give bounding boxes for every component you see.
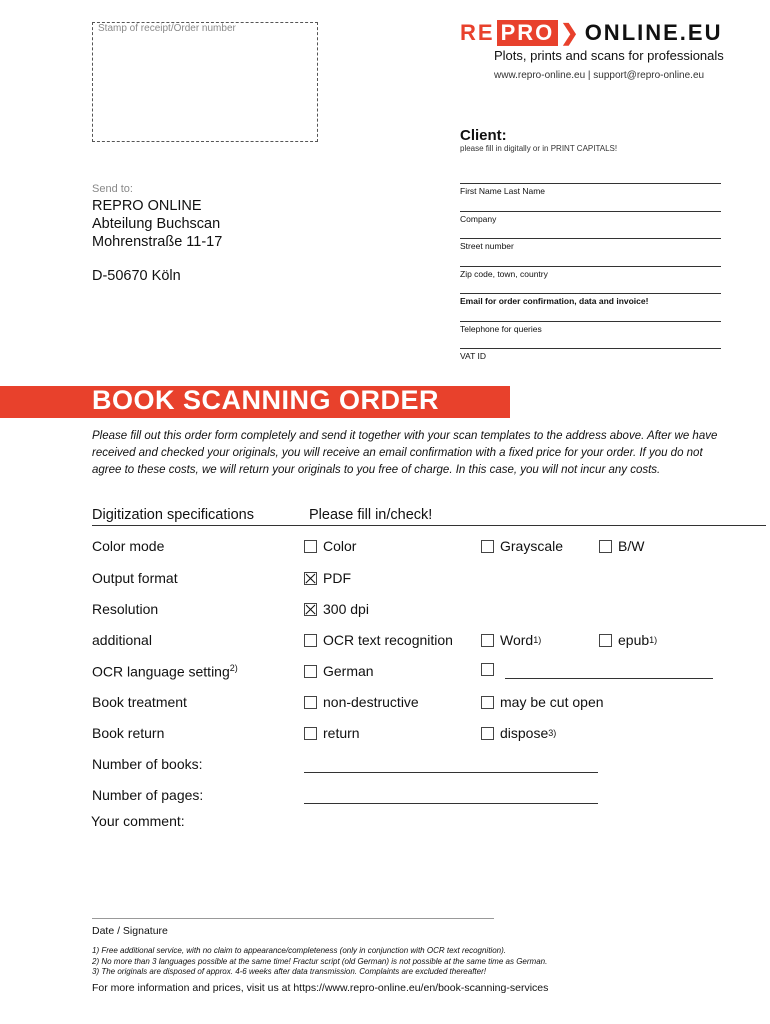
non-destructive-option-label: non-destructive (323, 694, 419, 710)
epub-option[interactable] (599, 632, 657, 648)
footnote-2: 2) No more than 3 languages possible at the same time! Fractur script (old German) is not possible at the same time as German. (92, 956, 548, 966)
footnote-ref-2: 2) (229, 663, 238, 673)
cut-open-option-label: may be cut open (500, 694, 604, 710)
color-option[interactable] (304, 538, 356, 554)
output-format-label: Output format (92, 570, 178, 586)
book-return-label: Book return (92, 725, 165, 741)
field-street[interactable]: Street number (460, 238, 721, 251)
send-to-label: Send to: (92, 183, 133, 195)
field-name[interactable]: First Name Last Name (460, 183, 721, 196)
client-title: Client: (460, 127, 507, 144)
address-line-3: Mohrenstraße 11-17 (92, 234, 223, 250)
ocr-language-label (92, 663, 238, 680)
epub-option-label: epub (618, 632, 650, 648)
return-checkbox[interactable] (304, 727, 317, 740)
book-treatment-label: Book treatment (92, 694, 187, 710)
company-logo (460, 18, 722, 48)
resolution-label: Resolution (92, 601, 159, 617)
color-mode-label: Color mode (92, 538, 165, 554)
cut-open-checkbox[interactable] (481, 696, 494, 709)
german-option[interactable] (304, 663, 374, 679)
epub-checkbox[interactable] (599, 634, 612, 647)
bw-option-label: B/W (618, 538, 645, 554)
spec-header-right: Please fill in/check! (309, 507, 433, 523)
logo-pro: PRO (497, 20, 559, 46)
cut-open-option[interactable] (481, 694, 604, 710)
tagline: Plots, prints and scans for professionals (494, 48, 724, 63)
field-telephone[interactable]: Telephone for queries (460, 321, 721, 334)
color-checkbox[interactable] (304, 540, 317, 553)
num-books-input[interactable] (304, 758, 598, 773)
page-title: BOOK SCANNING ORDER (92, 385, 440, 415)
signature-line[interactable] (92, 918, 494, 919)
field-vat-id[interactable]: VAT ID (460, 348, 721, 361)
client-hint: please fill in digitally or in PRINT CAPITALS! (460, 144, 618, 153)
field-zip-town[interactable]: Zip code, town, country (460, 266, 721, 279)
address-line-1: REPRO ONLINE (92, 198, 202, 214)
footnote-ref-3: 3) (548, 728, 557, 738)
logo-re: RE (460, 20, 495, 45)
word-option[interactable] (481, 632, 541, 648)
grayscale-option-label: Grayscale (500, 538, 564, 554)
other-language-input[interactable] (505, 664, 713, 679)
german-checkbox[interactable] (304, 665, 317, 678)
num-pages-input[interactable] (304, 789, 598, 804)
return-option-label: return (323, 725, 360, 741)
word-checkbox[interactable] (481, 634, 494, 647)
stamp-label: Stamp of receipt/Order number (98, 23, 236, 34)
ocr-option[interactable] (304, 632, 453, 648)
footnote-3: 3) The originals are disposed of approx. 4-6 weeks after data transmission. Complaints are excluded thereafter! (92, 967, 486, 976)
ocr-checkbox[interactable] (304, 634, 317, 647)
color-option-label: Color (323, 538, 357, 554)
dpi-checkbox[interactable] (304, 603, 317, 616)
address-line-2: Abteilung Buchscan (92, 216, 221, 232)
footnote-ref-1b: 1) (649, 635, 658, 645)
chevron-right-icon: ❯ (560, 20, 581, 45)
num-pages-label: Number of pages: (92, 787, 204, 803)
dpi-option[interactable] (304, 601, 369, 617)
stamp-box[interactable] (92, 22, 318, 142)
contact-info: www.repro-online.eu | support@repro-online.eu (494, 70, 705, 81)
non-destructive-checkbox[interactable] (304, 696, 317, 709)
pdf-option[interactable] (304, 570, 351, 586)
signature-label: Date / Signature (92, 925, 168, 937)
dispose-checkbox[interactable] (481, 727, 494, 740)
ocr-language-label-text: OCR language setting (92, 663, 230, 680)
bw-checkbox[interactable] (599, 540, 612, 553)
word-option-label: Word (500, 632, 534, 648)
grayscale-option[interactable] (481, 538, 563, 554)
dpi-option-label: 300 dpi (323, 601, 369, 617)
header-divider (92, 525, 766, 526)
comment-label: Your comment: (91, 813, 185, 829)
dispose-option[interactable] (481, 725, 556, 741)
grayscale-checkbox[interactable] (481, 540, 494, 553)
logo-online: ONLINE.EU (584, 20, 723, 45)
pdf-checkbox[interactable] (304, 572, 317, 585)
footnotes (92, 946, 547, 978)
dispose-option-label: dispose (500, 725, 549, 741)
pdf-option-label: PDF (323, 570, 351, 586)
num-books-label: Number of books: (92, 756, 203, 772)
additional-label: additional (92, 632, 152, 648)
spec-header-left: Digitization specifications (92, 507, 254, 523)
field-email[interactable]: Email for order confirmation, data and invoice! (460, 293, 721, 306)
intro-text: Please fill out this order form completely and send it together with your scan templates to the address above. After we have received and checked your originals, you will receive an email confirmation with a fixed price for your order. If you do not agree to these costs, we will return your originals to you free of charge. In this case, you will not incur any costs. (92, 430, 718, 477)
footer-text: For more information and prices, visit us at https://www.repro-online.eu/en/book-scanning-services (92, 982, 549, 994)
field-company[interactable]: Company (460, 211, 721, 224)
footnote-ref-1: 1) (533, 635, 542, 645)
bw-option[interactable] (599, 538, 644, 554)
return-option[interactable] (304, 725, 360, 741)
footnote-1: 1) Free additional service, with no claim to appearance/completeness (only in conjunction with OCR text recognition). (92, 946, 506, 955)
other-language-option[interactable] (481, 663, 500, 676)
german-option-label: German (323, 663, 374, 679)
ocr-option-label: OCR text recognition (323, 632, 453, 648)
non-destructive-option[interactable] (304, 694, 419, 710)
other-language-checkbox[interactable] (481, 663, 494, 676)
address-line-4: D-50670 Köln (92, 268, 181, 284)
comment-area[interactable] (92, 833, 724, 913)
